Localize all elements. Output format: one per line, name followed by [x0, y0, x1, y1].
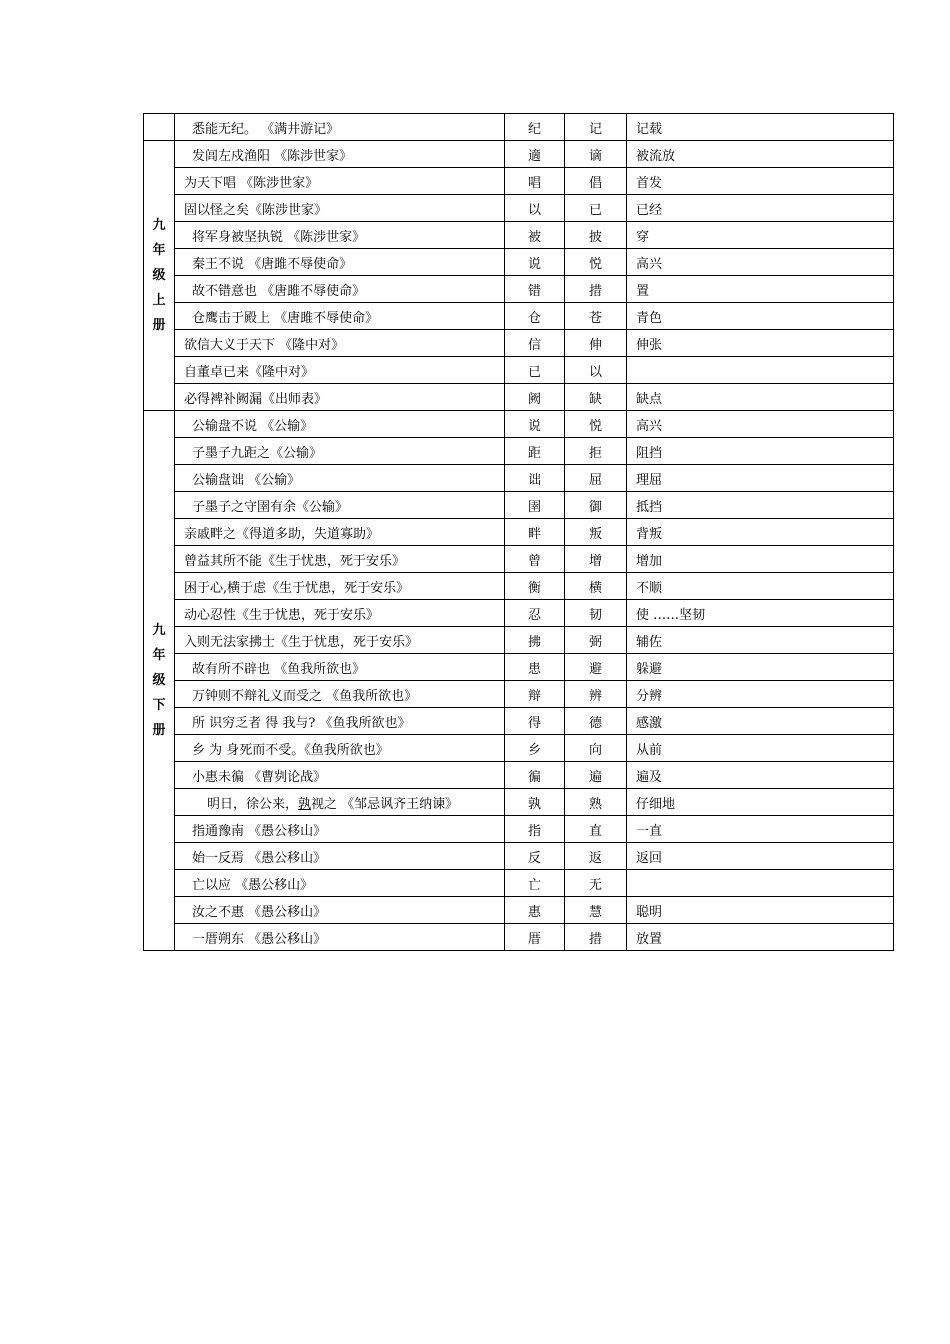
table-row	[144, 492, 894, 519]
table-row	[144, 546, 894, 573]
sentence-text-pre: 明日，徐公来，	[207, 796, 299, 812]
standard-char-cell: 苍	[565, 303, 627, 330]
sentence-cell: 动心忍性《生于忧患，死于安乐》	[175, 600, 505, 627]
table-body	[144, 114, 894, 951]
original-char-cell: 適	[505, 141, 565, 168]
table-row	[144, 222, 894, 249]
table-row	[144, 384, 894, 411]
standard-char-cell: 向	[565, 735, 627, 762]
standard-char-cell: 韧	[565, 600, 627, 627]
original-char-cell: 得	[505, 708, 565, 735]
standard-char-cell: 德	[565, 708, 627, 735]
table-row	[144, 411, 894, 438]
sentence-cell: 曾益其所不能《生于忧患，死于安乐》	[175, 546, 505, 573]
meaning-cell: 置	[627, 276, 894, 303]
original-char-cell: 已	[505, 357, 565, 384]
sentence-cell: 故不错意也 《唐雎不辱使命》	[175, 276, 505, 303]
standard-char-cell: 倡	[565, 168, 627, 195]
original-char-cell: 唱	[505, 168, 565, 195]
sentence-cell: 公输盘诎 《公输》	[175, 465, 505, 492]
meaning-cell: 一直	[627, 816, 894, 843]
original-char-cell: 拂	[505, 627, 565, 654]
table-row	[144, 708, 894, 735]
table-row	[144, 519, 894, 546]
meaning-cell: 从前	[627, 735, 894, 762]
standard-char-cell: 悦	[565, 411, 627, 438]
meaning-cell: 仔细地	[627, 789, 894, 816]
table-row	[144, 330, 894, 357]
meaning-cell: 不顺	[627, 573, 894, 600]
sentence-cell: 秦王不说 《唐雎不辱使命》	[175, 249, 505, 276]
original-char-cell: 纪	[505, 114, 565, 141]
meaning-cell: 高兴	[627, 411, 894, 438]
meaning-cell	[627, 357, 894, 384]
sentence-cell: 困于心,横于虑《生于忧患，死于安乐》	[175, 573, 505, 600]
standard-char-cell: 伸	[565, 330, 627, 357]
standard-char-cell: 慧	[565, 897, 627, 924]
meaning-cell: 伸张	[627, 330, 894, 357]
table-row	[144, 897, 894, 924]
standard-char-cell: 披	[565, 222, 627, 249]
sentence-cell: 入则无法家拂士《生于忧患，死于安乐》	[175, 627, 505, 654]
meaning-cell: 首发	[627, 168, 894, 195]
original-char-cell: 厝	[505, 924, 565, 951]
table-row	[144, 438, 894, 465]
sentence-cell: 始一反焉 《愚公移山》	[175, 843, 505, 870]
original-char-cell: 指	[505, 816, 565, 843]
original-char-cell: 辩	[505, 681, 565, 708]
original-char-cell: 惠	[505, 897, 565, 924]
original-char-cell: 错	[505, 276, 565, 303]
table-row	[144, 654, 894, 681]
meaning-cell: 背叛	[627, 519, 894, 546]
original-char-cell: 乡	[505, 735, 565, 762]
meaning-cell: 缺点	[627, 384, 894, 411]
sentence-cell: 汝之不惠 《愚公移山》	[175, 897, 505, 924]
standard-char-cell: 已	[565, 195, 627, 222]
group-cell-blank	[144, 114, 175, 141]
meaning-cell: 使 ……坚韧	[627, 600, 894, 627]
meaning-cell: 青色	[627, 303, 894, 330]
table-row	[144, 573, 894, 600]
table-row	[144, 924, 894, 951]
original-char-cell: 畔	[505, 519, 565, 546]
sentence-cell: 万钟则不辩礼义而受之 《鱼我所欲也》	[175, 681, 505, 708]
standard-char-cell: 辨	[565, 681, 627, 708]
sentence-cell: 故有所不辟也 《鱼我所欲也》	[175, 654, 505, 681]
standard-char-cell: 谪	[565, 141, 627, 168]
sentence-cell: 子墨子之守圉有余《公输》	[175, 492, 505, 519]
sentence-cell: 乡 为 身死而不受。《鱼我所欲也》	[175, 735, 505, 762]
meaning-cell: 躲避	[627, 654, 894, 681]
meaning-cell	[627, 870, 894, 897]
meaning-cell: 辅佐	[627, 627, 894, 654]
meaning-cell: 记载	[627, 114, 894, 141]
table-row	[144, 762, 894, 789]
meaning-cell: 已经	[627, 195, 894, 222]
table-row	[144, 681, 894, 708]
standard-char-cell: 御	[565, 492, 627, 519]
sentence-cell	[175, 789, 505, 816]
standard-char-cell: 措	[565, 924, 627, 951]
sentence-cell: 为天下唱 《陈涉世家》	[175, 168, 505, 195]
meaning-cell: 被流放	[627, 141, 894, 168]
meaning-cell: 遍及	[627, 762, 894, 789]
table-row	[144, 816, 894, 843]
original-char-cell: 曾	[505, 546, 565, 573]
standard-char-cell: 避	[565, 654, 627, 681]
original-char-cell: 徧	[505, 762, 565, 789]
meaning-cell: 感激	[627, 708, 894, 735]
original-char-cell: 以	[505, 195, 565, 222]
sentence-cell: 必得裨补阙漏《出师表》	[175, 384, 505, 411]
table-row	[144, 303, 894, 330]
standard-char-cell: 返	[565, 843, 627, 870]
sentence-cell: 亡以应 《愚公移山》	[175, 870, 505, 897]
sentence-cell: 一厝朔东 《愚公移山》	[175, 924, 505, 951]
standard-char-cell: 增	[565, 546, 627, 573]
standard-char-cell: 直	[565, 816, 627, 843]
meaning-cell: 理屈	[627, 465, 894, 492]
original-char-cell: 信	[505, 330, 565, 357]
sentence-cell: 欲信大义于天下 《隆中对》	[175, 330, 505, 357]
sentence-cell: 所 识穷乏者 得 我与? 《鱼我所欲也》	[175, 708, 505, 735]
sentence-text-post: 视之 《邹忌讽齐王纳谏》	[311, 796, 459, 812]
sentence-cell: 悉能无纪。 《满井游记》	[175, 114, 505, 141]
standard-char-cell: 横	[565, 573, 627, 600]
sentence-cell: 固以怪之矣《陈涉世家》	[175, 195, 505, 222]
table-row	[144, 168, 894, 195]
meaning-cell: 聪明	[627, 897, 894, 924]
original-char-cell: 圉	[505, 492, 565, 519]
table-row	[144, 735, 894, 762]
standard-char-cell: 弼	[565, 627, 627, 654]
original-char-cell: 被	[505, 222, 565, 249]
meaning-cell: 分辨	[627, 681, 894, 708]
sentence-cell: 发闾左戍渔阳 《陈涉世家》	[175, 141, 505, 168]
original-char-cell: 衡	[505, 573, 565, 600]
tongjiazi-table	[143, 113, 894, 951]
sentence-cell: 自董卓已来《隆中对》	[175, 357, 505, 384]
group-label-text: 九年级上册	[152, 218, 166, 333]
standard-char-cell: 熟	[565, 789, 627, 816]
table-row	[144, 870, 894, 897]
table-row	[144, 141, 894, 168]
original-char-cell: 距	[505, 438, 565, 465]
sentence-cell: 小惠未徧 《曹刿论战》	[175, 762, 505, 789]
table-row	[144, 843, 894, 870]
table-row	[144, 600, 894, 627]
meaning-cell: 放置	[627, 924, 894, 951]
original-char-cell: 患	[505, 654, 565, 681]
table-row	[144, 789, 894, 816]
sentence-cell: 仓鹰击于殿上 《唐雎不辱使命》	[175, 303, 505, 330]
table-row	[144, 249, 894, 276]
standard-char-cell: 记	[565, 114, 627, 141]
table-row	[144, 357, 894, 384]
standard-char-cell: 屈	[565, 465, 627, 492]
table-row	[144, 276, 894, 303]
original-char-cell: 说	[505, 411, 565, 438]
original-char-cell: 诎	[505, 465, 565, 492]
meaning-cell: 返回	[627, 843, 894, 870]
standard-char-cell: 缺	[565, 384, 627, 411]
meaning-cell: 穿	[627, 222, 894, 249]
meaning-cell: 增加	[627, 546, 894, 573]
group-label-text: 九年级下册	[152, 623, 166, 738]
group-label-upper	[144, 141, 175, 411]
meaning-cell: 抵挡	[627, 492, 894, 519]
standard-char-cell: 悦	[565, 249, 627, 276]
original-char-cell: 反	[505, 843, 565, 870]
original-char-cell: 阙	[505, 384, 565, 411]
sentence-cell: 公输盘不说 《公输》	[175, 411, 505, 438]
standard-char-cell: 遍	[565, 762, 627, 789]
original-char-cell: 孰	[505, 789, 565, 816]
sentence-cell: 将军身被坚执锐 《陈涉世家》	[175, 222, 505, 249]
original-char-cell: 仓	[505, 303, 565, 330]
standard-char-cell: 拒	[565, 438, 627, 465]
sentence-cell: 指通豫南 《愚公移山》	[175, 816, 505, 843]
sentence-cell: 子墨子九距之《公输》	[175, 438, 505, 465]
original-char-cell: 忍	[505, 600, 565, 627]
table-row	[144, 195, 894, 222]
standard-char-cell: 叛	[565, 519, 627, 546]
table-row	[144, 465, 894, 492]
group-label-lower	[144, 411, 175, 951]
standard-char-cell: 措	[565, 276, 627, 303]
meaning-cell: 阻挡	[627, 438, 894, 465]
sentence-cell: 亲戚畔之《得道多助，失道寡助》	[175, 519, 505, 546]
standard-char-cell: 以	[565, 357, 627, 384]
standard-char-cell: 无	[565, 870, 627, 897]
table-row	[144, 627, 894, 654]
sentence-underlined-char: 孰	[298, 796, 312, 812]
original-char-cell: 亡	[505, 870, 565, 897]
meaning-cell: 高兴	[627, 249, 894, 276]
original-char-cell: 说	[505, 249, 565, 276]
table-row	[144, 114, 894, 141]
